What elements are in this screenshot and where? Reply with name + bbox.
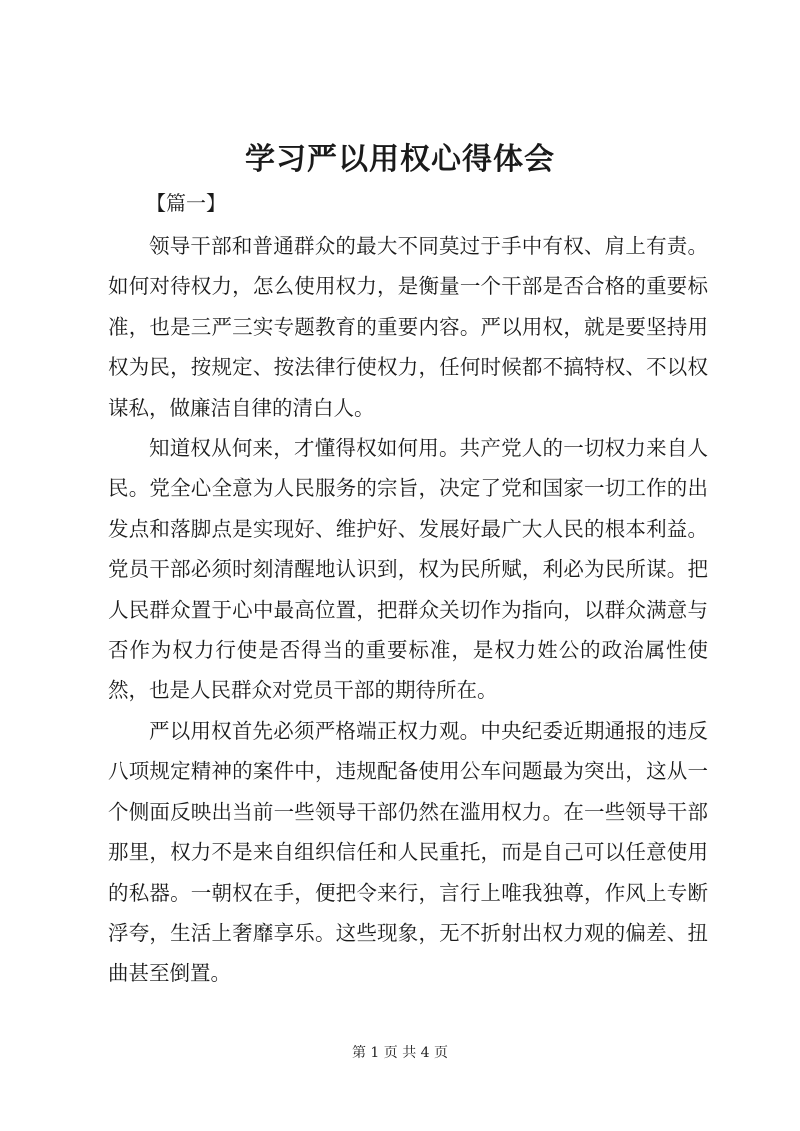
paragraph: 领导干部和普通群众的最大不同莫过于手中有权、肩上有责。如何对待权力，怎么使用权力，是衡量一个干部是否合格的重要标准，也是三严三实专题教育的重要内容。严以用权，就是要坚持用权为民，按规定、按法律行使权力，任何时候都不搞特权、不以权谋私，做廉洁自律的清白人。 [108, 234, 708, 420]
document-title: 学习严以用权心得体会 [245, 142, 555, 177]
paragraph: 严以用权首先必须严格端正权力观。中央纪委近期通报的违反八项规定精神的案件中，违规配备使用公车问题最为突出，这从一个侧面反映出当前一些领导干部仍然在滥用权力。在一些领导干部那里，权力不是来自组织信任和人民重托，而是自己可以任意使用的私器。一朝权在手，便把令来行，言行上唯我独尊，作风上专断浮夸，生活上奢靡享乐。这些现象，无不折射出权力观的偏差、扭曲甚至倒置。 [108, 718, 708, 986]
paragraph: 知道权从何来，才懂得权如何用。共产党人的一切权力来自人民。党全心全意为人民服务的宗旨，决定了党和国家一切工作的出发点和落脚点是实现好、维护好、发展好最广大人民的根本利益。党员干部必须时刻清醒地认识到，权为民所赋，利必为民所谋。把人民群众置于心中最高位置，把群众关切作为指向，以群众满意与否作为权力行使是否得当的重要标准，是权力姓公的政治属性使然，也是人民群众对党员干部的期待所在。 [108, 436, 708, 703]
page-footer: 第 1 页 共 4 页 [351, 1045, 449, 1061]
document-body [108, 226, 708, 994]
section-label: 【篇一】 [146, 191, 226, 215]
